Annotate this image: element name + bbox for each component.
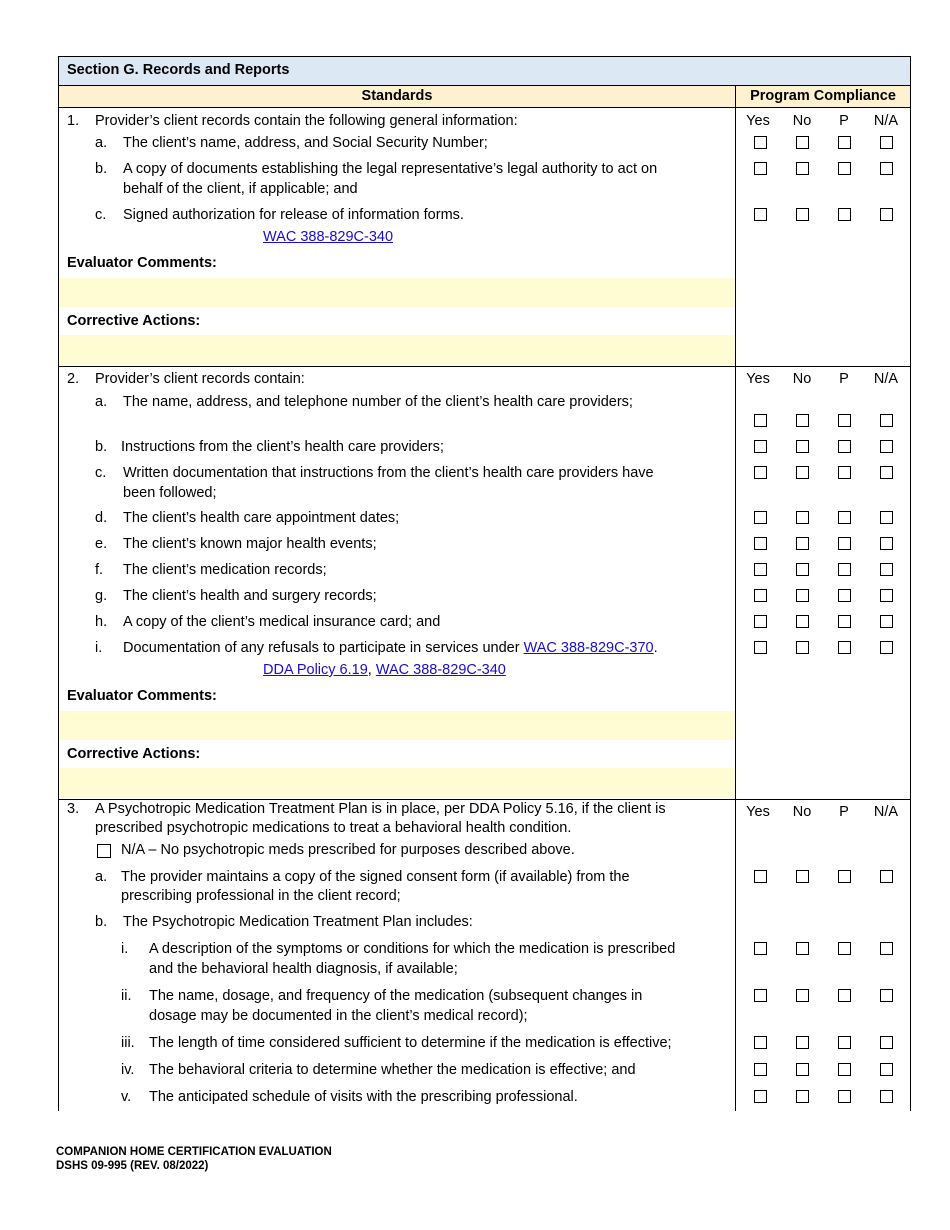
item2h-p-checkbox[interactable] [838,615,851,628]
item3-na-option-checkbox[interactable] [97,844,111,858]
item2d-yes-checkbox[interactable] [754,511,767,524]
item2f-p-checkbox[interactable] [838,563,851,576]
item3bii-na-checkbox[interactable] [880,989,893,1002]
item2b-yes-checkbox[interactable] [754,440,767,453]
sub-text: Written documentation that instructions from the client’s health care providers have [123,465,654,481]
item1a-p-checkbox[interactable] [838,136,851,149]
item2d-p-checkbox[interactable] [838,511,851,524]
item-number: 1. [67,113,80,129]
item3bi-no-checkbox[interactable] [796,942,809,955]
item2b-no-checkbox[interactable] [796,440,809,453]
item2g-p-checkbox[interactable] [838,589,851,602]
subsub-text: The behavioral criteria to determine whether the medication is effective; and [149,1062,636,1078]
item1b-p-checkbox[interactable] [838,162,851,175]
col-no: No [792,804,812,820]
item3bii-no-checkbox[interactable] [796,989,809,1002]
item3biv-p-checkbox[interactable] [838,1063,851,1076]
item1c-no-checkbox[interactable] [796,208,809,221]
col-na: N/A [873,804,899,820]
item2a-no-checkbox[interactable] [796,414,809,427]
table-left-border [58,56,59,1111]
item-number: 2. [67,371,80,387]
sub-text: behalf of the client, if applicable; and [123,181,358,197]
subsub-numeral: iii. [121,1035,135,1051]
sub-text: The client’s health and surgery records; [123,588,377,604]
subsub-text: and the behavioral health diagnosis, if available; [149,961,458,977]
footer-form-number: DSHS 09-995 (REV. 08/2022) [56,1160,209,1172]
item-text: Provider’s client records contain: [95,371,305,387]
item2i-no-checkbox[interactable] [796,641,809,654]
item2c-p-checkbox[interactable] [838,466,851,479]
sub-letter: i. [95,640,103,656]
item2i-yes-checkbox[interactable] [754,641,767,654]
sub-letter: h. [95,614,108,630]
sub-text-line [123,640,658,657]
sub-letter: a. [95,869,108,885]
item3a-na-checkbox[interactable] [880,870,893,883]
standards-header: Standards [361,88,433,104]
evaluator-comments-label: Evaluator Comments: [67,255,217,271]
item3bv-na-checkbox[interactable] [880,1090,893,1103]
subsub-numeral: iv. [121,1062,135,1078]
item1-corrective-actions-field[interactable] [59,335,735,365]
footer-form-title: COMPANION HOME CERTIFICATION EVALUATION [56,1146,332,1158]
sub-letter: f. [95,562,104,578]
divider [58,85,911,86]
item3biii-no-checkbox[interactable] [796,1036,809,1049]
item3bv-no-checkbox[interactable] [796,1090,809,1103]
period: . [653,640,658,656]
wac-388-829c-340-link[interactable]: WAC 388-829C-340 [263,229,394,245]
col-yes: Yes [746,804,770,820]
item2g-yes-checkbox[interactable] [754,589,767,602]
subsub-numeral: ii. [121,988,132,1004]
item2f-na-checkbox[interactable] [880,563,893,576]
divider [58,107,911,108]
item-text: A Psychotropic Medication Treatment Plan is in place, per DDA Policy 5.16, if the client is [95,801,666,817]
sub-text: The client’s health care appointment dates; [123,510,400,526]
col-p: P [839,804,849,820]
sub-letter: d. [95,510,108,526]
sub-text: The name, address, and telephone number of the client’s health care providers; [123,394,633,410]
item3bi-na-checkbox[interactable] [880,942,893,955]
sub-letter: c. [95,207,107,223]
col-na: N/A [873,113,899,129]
item1c-yes-checkbox[interactable] [754,208,767,221]
item2a-yes-checkbox[interactable] [754,414,767,427]
subsub-numeral: v. [121,1089,132,1105]
na-option-label: N/A – No psychotropic meds prescribed for purposes described above. [121,842,575,858]
item3biii-p-checkbox[interactable] [838,1036,851,1049]
item1a-na-checkbox[interactable] [880,136,893,149]
item2h-no-checkbox[interactable] [796,615,809,628]
item2a-na-checkbox[interactable] [880,414,893,427]
subsub-text: dosage may be documented in the client’s medical record); [149,1008,528,1024]
corrective-actions-label: Corrective Actions: [67,746,201,762]
sub-text: A copy of documents establishing the legal representative’s legal authority to act on [123,161,658,177]
item3biv-yes-checkbox[interactable] [754,1063,767,1076]
item3bv-yes-checkbox[interactable] [754,1090,767,1103]
item-text: Provider’s client records contain the following general information: [95,113,518,129]
sub-text: A copy of the client’s medical insurance card; and [123,614,441,630]
item1a-yes-checkbox[interactable] [754,136,767,149]
item2h-na-checkbox[interactable] [880,615,893,628]
subsub-text: The length of time considered sufficient to determine if the medication is effective; [149,1035,672,1051]
sub-text: The provider maintains a copy of the signed consent form (if available) from the [121,869,630,885]
sub-letter: e. [95,536,108,552]
item2c-no-checkbox[interactable] [796,466,809,479]
col-no: No [792,371,812,387]
item1-evaluator-comments-field[interactable] [59,278,735,307]
sub-text: The client’s known major health events; [123,536,377,552]
col-p: P [839,371,849,387]
section-title: Section G. Records and Reports [67,62,290,78]
item2e-p-checkbox[interactable] [838,537,851,550]
column-divider [735,85,736,1111]
item2a-p-checkbox[interactable] [838,414,851,427]
divider [58,366,911,367]
dda-policy-6-19-link[interactable]: DDA Policy 6.19 [263,662,368,678]
sub-text: The Psychotropic Medication Treatment Plan includes: [123,914,473,930]
item1a-no-checkbox[interactable] [796,136,809,149]
table-right-border [910,56,911,1111]
item2e-no-checkbox[interactable] [796,537,809,550]
item2c-yes-checkbox[interactable] [754,466,767,479]
item-number: 3. [67,801,80,817]
item1c-na-checkbox[interactable] [880,208,893,221]
item1c-p-checkbox[interactable] [838,208,851,221]
evaluator-comments-label: Evaluator Comments: [67,688,217,704]
item3a-p-checkbox[interactable] [838,870,851,883]
table-top-border [58,56,911,57]
col-p: P [839,113,849,129]
item-text: prescribed psychotropic medications to treat a behavioral health condition. [95,820,572,836]
col-yes: Yes [746,113,770,129]
item3bv-p-checkbox[interactable] [838,1090,851,1103]
item1b-yes-checkbox[interactable] [754,162,767,175]
item2i-na-checkbox[interactable] [880,641,893,654]
item2f-no-checkbox[interactable] [796,563,809,576]
sub-text: been followed; [123,485,217,501]
item3bi-p-checkbox[interactable] [838,942,851,955]
item2f-yes-checkbox[interactable] [754,563,767,576]
item2g-na-checkbox[interactable] [880,589,893,602]
subsub-numeral: i. [121,941,129,957]
subsub-text: The anticipated schedule of visits with the prescribing professional. [149,1089,578,1105]
item1b-na-checkbox[interactable] [880,162,893,175]
item3bii-yes-checkbox[interactable] [754,989,767,1002]
sub-text: Instructions from the client’s health care providers; [121,439,444,455]
item2-corrective-actions-field[interactable] [59,768,735,798]
item3a-yes-checkbox[interactable] [754,870,767,883]
item3biii-yes-checkbox[interactable] [754,1036,767,1049]
item3a-no-checkbox[interactable] [796,870,809,883]
wac-388-829c-340-link[interactable]: WAC 388-829C-340 [375,662,506,678]
sub-letter: b. [95,914,108,930]
item2e-yes-checkbox[interactable] [754,537,767,550]
corrective-actions-label: Corrective Actions: [67,313,201,329]
item2i-p-checkbox[interactable] [838,641,851,654]
item2d-no-checkbox[interactable] [796,511,809,524]
wac-388-829c-370-link[interactable]: WAC 388-829C-370 [523,640,654,656]
item1b-no-checkbox[interactable] [796,162,809,175]
item2c-na-checkbox[interactable] [880,466,893,479]
divider [58,799,911,800]
item3biv-na-checkbox[interactable] [880,1063,893,1076]
sub-letter: g. [95,588,108,604]
compliance-header: Program Compliance [750,88,896,104]
item2b-p-checkbox[interactable] [838,440,851,453]
item2d-na-checkbox[interactable] [880,511,893,524]
col-yes: Yes [746,371,770,387]
sub-letter: b. [95,161,108,177]
item2g-no-checkbox[interactable] [796,589,809,602]
comma: , [367,662,376,678]
item2e-na-checkbox[interactable] [880,537,893,550]
sub-letter: b. [95,439,108,455]
item2b-na-checkbox[interactable] [880,440,893,453]
subsub-text: The name, dosage, and frequency of the medication (subsequent changes in [149,988,643,1004]
sub-letter: a. [95,135,108,151]
item3bii-p-checkbox[interactable] [838,989,851,1002]
sub-text: Documentation of any refusals to participate in services under [123,640,524,656]
sub-text: prescribing professional in the client record; [121,888,401,904]
sub-text: The client’s medication records; [123,562,327,578]
sub-text: The client’s name, address, and Social Security Number; [123,135,488,151]
sub-text: Signed authorization for release of information forms. [123,207,464,223]
item3biii-na-checkbox[interactable] [880,1036,893,1049]
item2-evaluator-comments-field[interactable] [59,711,735,740]
sub-letter: c. [95,465,107,481]
subsub-text: A description of the symptoms or conditions for which the medication is prescribed [149,941,676,957]
item3bi-yes-checkbox[interactable] [754,942,767,955]
col-na: N/A [873,371,899,387]
sub-letter: a. [95,394,108,410]
col-no: No [792,113,812,129]
item3biv-no-checkbox[interactable] [796,1063,809,1076]
refs-line [263,662,506,679]
item2h-yes-checkbox[interactable] [754,615,767,628]
